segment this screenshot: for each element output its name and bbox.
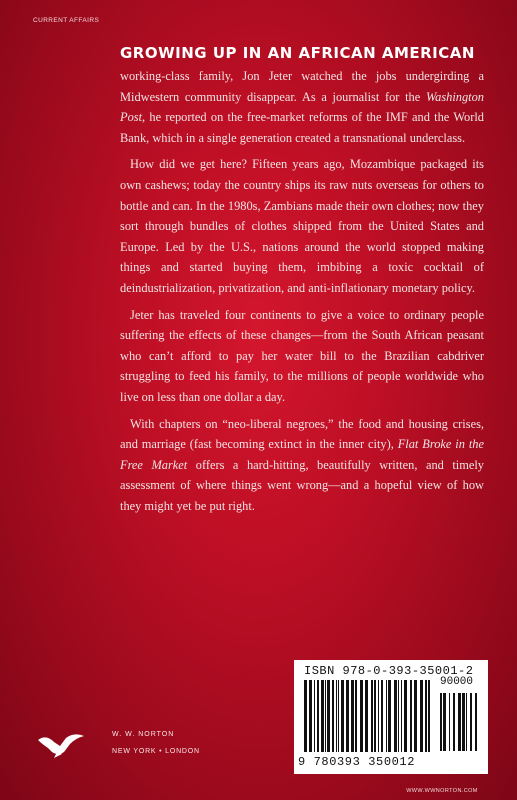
barcode-bars xyxy=(304,680,434,754)
seagull-logo-icon xyxy=(36,730,86,760)
category-label: CURRENT AFFAIRS xyxy=(33,17,100,24)
paragraph-4-text-a: With chapters on “neo-liberal negroes,” the food and housing crises, and marriage (fast becoming extinct in the inner city), xyxy=(120,416,484,452)
publisher-block xyxy=(36,726,256,762)
isbn-text: ISBN 978-0-393-35001-2 xyxy=(304,664,474,678)
barcode-box xyxy=(294,660,488,774)
publication-name: Washington Post xyxy=(120,89,484,125)
paragraph-1-text-a: working-class family, Jon Jeter watched the jobs undergirding a Midwestern community disappear. As a journalist for the xyxy=(120,69,484,104)
publisher-website: WWW.WWNORTON.COM xyxy=(406,788,478,794)
paragraph-1-text-b: , he reported on the free-market reforms of the IMF and the World Bank, which in a single generation created a transnational underclass. xyxy=(120,110,484,145)
paragraph-4 xyxy=(120,414,484,517)
back-cover-copy xyxy=(120,44,484,516)
paragraph-2: How did we get here? Fifteen years ago, Mozambique packaged its own cashews; today the country ships its raw nuts overseas for others to bottle and can. In the 1980s, Zambians made their own clothes; now they sort through bundles of clothes shipped from the United States and Europe. Led by the U.S., nations around the world stopped making things and started buying them, imbibing a toxic cocktail of deindustrialization, privatization, and anti-inflationary monetary policy. xyxy=(120,157,484,295)
addon-barcode-bars xyxy=(440,693,480,753)
book-title: Flat Broke in the Free Market xyxy=(120,437,484,472)
paragraph-4-text-b: offers a hard-hitting, beautifully written, and timely assessment of where things went wrong—and a hopeful view of how they might yet be put right. xyxy=(120,457,485,513)
headline: GROWING UP IN AN AFRICAN AMERICAN xyxy=(120,44,475,62)
ean-digits: 9 780393 350012 xyxy=(298,755,416,769)
publisher-cities: NEW YORK • LONDON xyxy=(112,748,200,755)
paragraph-1 xyxy=(120,66,484,148)
publisher-name: W. W. NORTON xyxy=(112,731,175,738)
price-addon-text: 90000 xyxy=(440,676,474,688)
paragraph-3: Jeter has traveled four continents to give a voice to ordinary people suffering the effects of these changes—from the South African peasant who can’t afford to pay her water bill to the Brazilian cabdriver struggling to feed his family, to the millions of people worldwide who live on less than one dollar a day. xyxy=(120,307,484,404)
